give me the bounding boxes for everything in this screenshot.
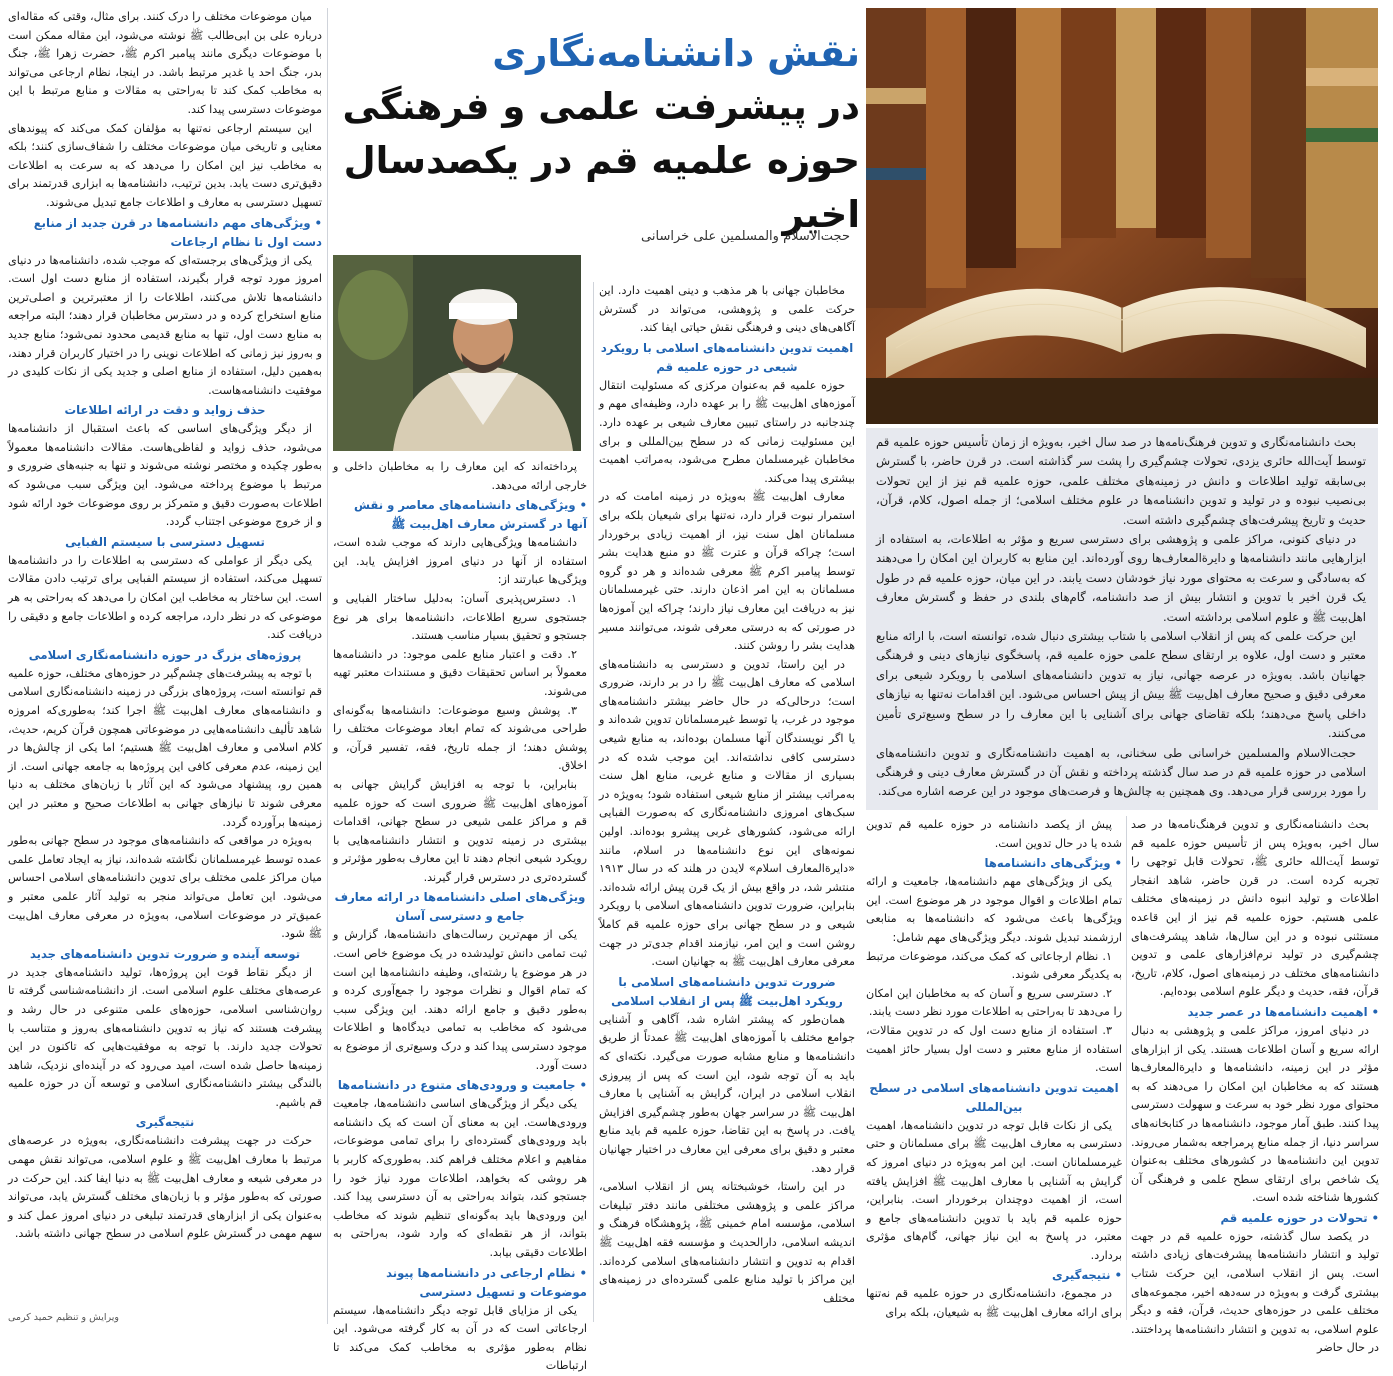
paragraph: به‌ویژه در مواقعی که دانشنامه‌های موجود در سطح جهانی به‌طور عمده توسط غیرمسلمانان نگاشته شده‌اند، نیاز به ایجاد تعامل علمی میان مراکز علمی مختلف برای تدوین دانشنامه‌های اسلامی احساس می‌شود. این تعامل می‌تواند منجر به تولید آثار علمی معتبر و عمیق‌تر در موضوعات اسلامی، به‌ویژه در معرفی معارف اهل‌بیت ﷺ شود. (8, 834, 322, 941)
section-heading: • ویژگی‌های مهم دانشنامه‌ها در قرن جدید از منابع دست اول تا نظام ارجاعات (8, 214, 322, 252)
column-divider (593, 282, 594, 1322)
paragraph: یکی از ویژگی‌های مهم دانشنامه‌ها، جامعیت و ارائه تمام اطلاعات و اقوال موجود در هر موضوع است. این ویژگی‌ها باعث می‌شود که دانشنامه‌ها به منابعی ارزشمند تبدیل شوند. دیگر ویژگی‌های مهم شامل: (866, 875, 1122, 944)
column-a (8, 8, 322, 1308)
books-photo (866, 8, 1378, 424)
intro-paragraph: در دنیای کنونی، مراکز علمی و پژوهشی برای دسترسی سریع و مؤثر به اطلاعات، به استفاده از ابزارهایی مانند دانشنامه‌ها و دایرةالمعارف‌ها روی آورده‌اند. این منابع به کاربران این امکان را می‌دهند که به‌سادگی و سرعت به محتوای مورد نیاز خودشان دست یابند. در این میان، حوزه علمیه قم در طول یک قرن اخیر با تدوین و انتشار بیش از صد دانشنامه، گام‌های بلندی در حفظ و گسترش معارف اهل‌بیت ﷺ و علوم اسلامی برداشته است. (876, 532, 1366, 624)
paragraph: ۳. پوشش وسیع موضوعات: دانشنامه‌ها به‌گونه‌ای طراحی می‌شوند که تمام ابعاد موضوعات مختلف را پوشش دهند؛ از جمله تاریخ، فقه، تفسیر قرآن، و اخلاق. (333, 703, 587, 773)
section-heading: توسعه آینده و ضرورت تدوین دانشنامه‌های جدید (29, 946, 301, 961)
paragraph: ۲. دقت و اعتبار منابع علمی موجود: در دانشنامه‌ها معمولاً بر اساس تحقیقات دقیق و مستندات معتبر تهیه می‌شوند. (333, 647, 587, 698)
column-c (599, 282, 855, 1322)
paragraph: ۱. دسترس‌پذیری آسان: به‌دلیل ساختار الفبایی و جستجوی سریع اطلاعات، دانشنامه‌ها برای هر نوع جستجو و تحقیق بسیار مناسب هستند. (333, 591, 587, 643)
column-divider (1126, 816, 1127, 1320)
paragraph: در دنیای امروز، مراکز علمی و پژوهشی به دنبال ارائه سریع و آسان اطلاعات هستند. یکی از ابزارهای مؤثر در این زمینه، دانشنامه‌ها و دایرةالمعارف‌ها هستند که به مخاطبان این امکان را می‌دهند که به محتوای مورد نظر خود به سرعت و سهولت دسترسی پیدا کنند. طبق آمار موجود، دانشنامه‌ها در کتابخانه‌های سراسر دنیا، از جمله منابع پرمراجعه به‌شمار می‌روند. تدوین این دانشنامه‌ها در کشورهای مختلف به‌عنوان یک شاخص برای ارتقای سطح علمی و فرهنگی آن کشورها شناخته شده است. (1131, 1023, 1379, 1205)
paragraph: بحث دانشنامه‌نگاری و تدوین فرهنگ‌نامه‌ها در صد سال اخیر، به‌ویژه پس از تأسیس حوزه علمیه قم توسط آیت‌الله حائری ﷺ، تحولات قابل توجهی را تجربه کرده است. در قرن حاضر، شاهد انفجار اطلاعات و تولید انبوه دانش در زمینه‌های مختلف علمی هستیم. حوزه علمیه قم نیز از این قاعده مستثنی نبوده و در این سال‌ها، شاهد پیشرفت‌های چشم‌گیری در تولید نرم‌افزارهای علمی و تدوین دانشنامه‌های مختلف در زمینه‌های اصول، کلام، تاریخ، قرآن، فقه، حدیث و دیگر علوم اسلامی بوده‌ایم. (1131, 818, 1379, 999)
section-heading: ویژگی‌های اصلی دانشنامه‌ها در ارائه معارف جامع و دسترسی آسان (334, 890, 586, 924)
paragraph: یکی از نکات قابل توجه در تدوین دانشنامه‌ها، اهمیت دسترسی به معارف اهل‌بیت ﷺ برای مسلمانان و حتی غیرمسلمانان است. این امر به‌ویژه در دنیای امروز که گرایش به آشنایی با معارف اهل‌بیت ﷺ افزایش یافته است، از اهمیت دوچندان برخوردار است. بنابراین، حوزه علمیه قم باید با تدوین دانشنامه‌های جامع و معتبر، در پاسخ به این نیاز جهانی، گام‌های مؤثری بردارد. (866, 1118, 1122, 1262)
section-heading: حذف زواید و دقت در ارائه اطلاعات (64, 403, 266, 418)
byline: حجت‌الاسلام والمسلمین علی خراسانی (641, 229, 850, 244)
paragraph: ۲. دسترسی سریع و آسان که به مخاطبان این امکان را می‌دهد تا به‌راحتی به اطلاعات مورد نظر دست یابند. (866, 986, 1122, 1019)
section-heading: اهمیت تدوین دانشنامه‌های اسلامی در سطح بین‌المللی (869, 1080, 1119, 1114)
paragraph: یکی دیگر از عواملی که دسترسی به اطلاعات را در دانشنامه‌ها تسهیل می‌کند، استفاده از سیستم الفبایی برای ترتیب دادن مقالات است. این ساختار به مخاطب این امکان را می‌دهد که به‌راحتی به هر موضوعی که در نظر دارد، مراجعه کرده و اطلاعات جامع و دقیقی را دریافت کند. (8, 553, 322, 642)
paragraph: این سیستم ارجاعی نه‌تنها به مؤلفان کمک می‌کند که پیوندهای معنایی و تاریخی میان موضوعات مختلف را شفاف‌سازی کنند؛ بلکه به مخاطب نیز این امکان را می‌دهد که به سرعت به اطلاعات دقیق‌تری دست یابد. بدین ترتیب، دانشنامه‌ها به ابزاری قدرتمند برای تسهیل دسترسی به معارف و اطلاعات جامع تبدیل می‌شوند. (8, 121, 322, 209)
paragraph: یکی از ویژگی‌های برجسته‌ای که موجب شده، دانشنامه‌ها در دنیای امروز مورد توجه قرار بگیرند، استفاده از منابع دست اول است. دانشنامه‌ها تلاش می‌کنند، اطلاعات را از معتبرترین و اصلی‌ترین منابع استخراج کرده و در دسترس مخاطبان قرار دهند؛ البته مراجعه به منابع دست اول، تنها به منابع قدیمی محدود نمی‌شود؛ منابع جدید و به‌روز نیز زمانی که اطلاعات نوینی را در اختیار کاربران قرار دهند، به‌همین دلیل، استفاده از منابع اصلی و جدید یکی از نکات کلیدی در موفقیت دانشنامه‌هاست. (8, 253, 322, 397)
paragraph: در این راستا، تدوین و دسترسی به دانشنامه‌های اسلامی که معارف اهل‌بیت ﷺ را در بر دارند، ضروری است؛ درحالی‌که در حال حاضر بیشتر دانشنامه‌های موجود در غرب، یا توسط غیرمسلمانان تدوین شده‌اند و یا اگر نویسندگان آنها مسلمان بوده‌اند، به منابع شیعی دسترسی کافی نداشته‌اند. این موجب شده که در بسیاری از مقالات و منابع غربی، منابع اهل سنت به‌مراتب بیشتر از منابع شیعی استفاده شود؛ به‌ویژه در سبک‌های امروزی دانشنامه‌نگاری که به‌صورت الفبایی ارائه می‌شود، کشورهای غربی پیشرو بوده‌اند. اولین نمونه‌های این نوع دانشنامه‌ها در اسلام، مانند «دایرةالمعارف اسلام» لایدن در هلند که در سال ۱۹۱۳ منتشر شد، در واقع بیش از یک قرن پیش ارائه شده‌اند. بنابراین، ضرورت تدوین دانشنامه‌های اسلامی با رویکرد شیعی و در سطح جهانی برای حوزه علمیه قم کاملاً روشن است و این امر، نیازمند اقدام جدی‌تر در جهت معرفی معارف اهل‌بیت ﷺ به جهانیان است. (599, 657, 855, 969)
section-heading: • اهمیت دانشنامه‌ها در عصر جدید (1131, 1003, 1379, 1022)
paragraph: حوزه علمیه قم به‌عنوان مرکزی که مسئولیت انتقال آموزه‌های اهل‌بیت ﷺ را بر عهده دارد، وظیفه‌ای مهم و چندجانبه در راستای تبیین معارف شیعی بر عهده دارد. این مسئولیت زمانی که در سطح بین‌المللی و برای مخاطبان غیرمسلمان مطرح می‌شود، به‌مراتب اهمیت بیشتری پیدا می‌کند. (599, 378, 855, 485)
section-heading: • ویژگی‌های دانشنامه‌های معاصر و نقش آنها در گسترش معارف اهل‌بیت ﷺ (333, 496, 587, 534)
intro-paragraph: بحث دانشنامه‌نگاری و تدوین فرهنگ‌نامه‌ها در صد سال اخیر، به‌ویژه از زمان تأسیس حوزه علمیه قم توسط آیت‌الله حائری یزدی، تحولات چشم‌گیری را پشت سر گذاشته است. در قرن حاضر، با گسترش بی‌سابقه تولید اطلاعات و دانش در زمینه‌های مختلف علمی، حوزه علمیه قم نیز از این تحولات بی‌نصیب نبوده و در تولید و تدوین دانشنامه‌ها در علوم مختلف اسلامی؛ از جمله اصول، کلام، قرآن، حدیث و تاریخ پیشرفت‌های چشم‌گیری داشته است. (876, 435, 1366, 527)
paragraph: ۱. نظام ارجاعاتی که کمک می‌کند، موضوعات مرتبط به یکدیگر معرفی شوند. (866, 949, 1122, 982)
section-heading: • نظام ارجاعی در دانشنامه‌ها پیوند موضوعات و تسهیل دسترسی (333, 1264, 587, 1302)
paragraph: ۳. استفاده از منابع دست اول که در تدوین مقالات، استفاده از منابع معتبر و دست اول بسیار حائز اهمیت است. (866, 1023, 1122, 1075)
headline-line-1: نقش دانشنامه‌نگاری (492, 32, 860, 75)
paragraph: در مجموع، دانشنامه‌نگاری در حوزه علمیه قم نه‌تنها برای ارائه معارف اهل‌بیت ﷺ به شیعیان، بلکه برای (866, 1287, 1122, 1320)
paragraph: از دیگر نقاط قوت این پروژه‌ها، تولید دانشنامه‌های جدید در عرصه‌های مختلف علوم اسلامی است. از دانشنامه‌شناسی گرفته تا روان‌شناسی اسلامی، حوزه‌های علمی متنوعی در حال رشد و پیشرفت هستند که نیاز به تدوین دانشنامه‌های به‌روز و متناسب با تحولات جدید دارند. با توجه به موفقیت‌هایی که تاکنون در این زمینه‌ها حاصل شده است، امید می‌رود که در آینده‌ای نزدیک، شاهد بالندگی بیشتر دانشنامه‌نگاری اسلامی و توسعه آن در حوزه علمیه قم باشیم. (8, 965, 322, 1109)
paragraph: در یکصد سال گذشته، حوزه علمیه قم در جهت تولید و انتشار دانشنامه‌ها پیشرفت‌های زیادی داشته است. پس از انقلاب اسلامی، این حرکت شتاب بیشتری گرفت و به‌ویژه در سه‌دهه اخیر، مجموعه‌های مختلف علمی در حوزه‌های حدیث، قرآن، فقه و دیگر علوم اسلامی، به تدوین و انتشار دانشنامه‌ها پرداختند. در حال حاضر (1131, 1229, 1379, 1355)
section-heading: • جامعیت و ورودی‌های متنوع در دانشنامه‌ها (333, 1076, 587, 1095)
section-heading: • تحولات در حوزه علمیه قم (1131, 1209, 1379, 1228)
paragraph: با توجه به پیشرفت‌های چشم‌گیر در حوزه‌های مختلف، حوزه علمیه قم توانسته است، پروژه‌های بزرگی در زمینه دانشنامه‌نگاری اسلامی و دانشنامه‌های معارف اهل‌بیت ﷺ اجرا کند؛ به‌طوری‌که امروزه شاهد تألیف دانشنامه‌هایی در موضوعاتی همچون قرآن کریم، حدیث، کلام اسلامی و معارف اهل‌بیت ﷺ هستیم؛ اما یکی از چالش‌ها در این زمینه، عدم معرفی کافی این پروژه‌ها به جامعه جهانی است. از همین رو، پیشنهاد می‌شود که این آثار با زبان‌های مختلف به دنیا معرفی شوند تا نیازهای جهانی به اطلاعات صحیح و معتبر در این زمینه‌ها برآورده گردد. (8, 666, 322, 829)
paragraph: از دیگر ویژگی‌های اساسی که باعث استقبال از دانشنامه‌ها می‌شود، حذف زواید و لفاظی‌هاست. مقالات دانشنامه‌ها معمولاً به‌طور چکیده و مختصر نوشته می‌شوند و تنها به جنبه‌های ضروری و مرتبط با موضوع پرداخته می‌شود. این ویژگی سبب می‌شود که اطلاعات به‌صورت دقیق و متمرکز بر روی موضوعات خود ارائه شود و از خروج موضوعی اجتناب گردد. (8, 422, 322, 529)
headline-line-3: حوزه علمیه قم در یکصدسال اخیر (343, 139, 860, 236)
editor-credit: ویرایش و تنظیم حمید کرمی (8, 1312, 120, 1323)
paragraph: دانشنامه‌ها ویژگی‌هایی دارند که موجب شده است، استفاده از آنها در دنیای امروز افزایش یابد. این ویژگی‌ها عبارتند از: (333, 536, 587, 587)
column-e (1131, 816, 1379, 1355)
section-heading: اهمیت تدوین دانشنامه‌های اسلامی با رویکرد شیعی در حوزه علمیه قم (600, 340, 854, 374)
section-heading: نتیجه‌گیری (135, 1115, 195, 1130)
paragraph: مخاطبان جهانی با هر مذهب و دینی اهمیت دارد. این حرکت علمی و پژوهشی، می‌تواند در گسترش آگاهی‌های دینی و فرهنگی نقش حیاتی ایفا کند. (599, 284, 855, 335)
intro-paragraph: حجت‌الاسلام والمسلمین خراسانی طی سخنانی، به اهمیت دانشنامه‌نگاری و تدوین دانشنامه‌های اسلامی در حوزه علمیه قم در صد سال گذشته پرداخته و نقش آن در گسترش معارف دینی و فرهنگی را مورد بررسی قرار می‌دهد. وی همچنین به چالش‌ها و فرصت‌های موجود در این عرصه اشاره می‌کند. (876, 745, 1366, 799)
paragraph: یکی دیگر از ویژگی‌های اساسی دانشنامه‌ها، جامعیت ورودی‌هاست. این به معنای آن است که یک دانشنامه باید ورودی‌های گسترده‌ای را برای تمامی موضوعات، مفاهیم و اعلام مختلف فراهم کند. به‌طوری‌که کاربر با هر روشی که بخواهد، اطلاعات مورد نیاز خود را جستجو کند، بتواند به‌راحتی به آن دسترسی پیدا کند. این ورودی‌ها باید به‌گونه‌ای تنظیم شوند که مخاطب بتواند، از هر نقطه‌ای که وارد شود، به‌راحتی به اطلاعات دقیقی بیابد. (333, 1097, 587, 1259)
column-d (866, 816, 1122, 1320)
paragraph: یکی از مهم‌ترین رسالت‌های دانشنامه‌ها، گزارش و ثبت تمامی دانش تولیدشده در یک موضوع خاص است. در هر موضوع یا رشته‌ای، وظیفه دانشنامه‌ها این است که تمام اقوال و نظرات موجود را جمع‌آوری کرده و به‌طور دقیق و جامع ارائه دهند. این ویژگی سبب می‌شود که مخاطب به تمامی دیدگاه‌ها و اطلاعات موجود دسترسی پیدا کند و درک وسیع‌تری از موضوع به دست آورد. (333, 928, 587, 1072)
intro-paragraph: این حرکت علمی که پس از انقلاب اسلامی با شتاب بیشتری دنبال شده، توانسته است، با ارائه منابع معتبر و دست اول، علاوه بر ارتقای سطح علمی حوزه علمیه قم، پاسخگوی نیازهای دینی و فرهنگی جهانیان باشد. به‌ویژه در عرصه جهانی، نیاز به تدوین دانشنامه‌های اسلامی با رویکرد شیعی برای معرفی دقیق و صحیح معارف اهل‌بیت ﷺ بیش از پیش احساس می‌شود. این اقدامات نه‌تنها به نیازهای داخلی پاسخ می‌دهند؛ بلکه تقاضای جهانی برای آشنایی با این معارف را در سطح وسیع‌تری تأمین می‌کنند. (876, 629, 1366, 741)
column-divider (327, 8, 328, 1324)
paragraph: در این راستا، خوشبختانه پس از انقلاب اسلامی، مراکز علمی و پژوهشی مختلفی مانند دفتر تبلیغات اسلامی، مؤسسه امام خمینی ﷺ، پژوهشگاه فرهنگ و اندیشه اسلامی، دارالحدیث و مؤسسه فقه اهل‌بیت ﷺ اقدام به تدوین و انتشار دانشنامه‌های اسلامی کرده‌اند. این مراکز با تولید منابع علمی گسترده‌ای در زمینه‌های مختلف (599, 1180, 855, 1305)
speaker-photo (333, 255, 581, 451)
headline-line-2: در پیشرفت علمی و فرهنگی (342, 85, 860, 128)
headline (335, 28, 860, 242)
paragraph: یکی از مزایای قابل توجه دیگر دانشنامه‌ها، سیستم ارجاعاتی است که در آن به کار گرفته می‌شود. این نظام به‌طور مؤثری به مخاطب کمک می‌کند تا ارتباطات (333, 1303, 587, 1373)
section-heading: • نتیجه‌گیری (866, 1266, 1122, 1285)
paragraph: همان‌طور که پیشتر اشاره شد، آگاهی و آشنایی جوامع مختلف با آموزه‌های اهل‌بیت ﷺ عمدتاً از طریق دانشنامه‌ها و منابع مشابه صورت می‌گیرد. نکته‌ای که باید به آن توجه شود، این است که پس از پیروزی انقلاب اسلامی در ایران، گرایش به آشنایی با معارف اهل‌بیت ﷺ در سراسر جهان به‌طور چشم‌گیری افزایش یافت. در پاسخ به این تقاضا، حوزه علمیه قم باید منابع معتبر و دقیق برای معرفی این معارف در اختیار جهانیان قرار دهد. (599, 1012, 855, 1175)
section-heading: • ویژگی‌های دانشنامه‌ها (866, 854, 1122, 873)
column-b (333, 458, 587, 1373)
paragraph: پیش از یکصد دانشنامه در حوزه علمیه قم تدوین شده یا در حال تدوین است. (866, 818, 1122, 850)
section-heading: تسهیل دسترسی با سیستم الفبایی (65, 534, 265, 549)
paragraph: پرداخته‌اند که این معارف را به مخاطبان داخلی و خارجی ارائه می‌دهد. (333, 460, 587, 492)
section-heading: پروژه‌های بزرگ در حوزه دانشنامه‌نگاری اسلامی (28, 647, 302, 662)
section-heading: ضرورت تدوین دانشنامه‌های اسلامی با رویکرد اهل‌بیت ﷺ پس از انقلاب اسلامی (611, 974, 843, 1008)
paragraph: میان موضوعات مختلف را درک کنند. برای مثال، وقتی که مقاله‌ای درباره علی بن ابی‌طالب ﷺ نوشته می‌شود، این مقاله ممکن است با موضوعات دیگری مانند پیامبر اکرم ﷺ، حضرت زهرا ﷺ، جنگ بدر، جنگ احد یا غدیر مرتبط باشد. در اینجا، نظام ارجاعی می‌تواند به مخاطب کمک کند تا به‌راحتی به مقالات و منابع مرتبط با این موضوعات دسترسی پیدا کند. (8, 10, 322, 116)
intro-text (876, 433, 1366, 802)
paragraph: بنابراین، با توجه به افزایش گرایش جهانی به آموزه‌های اهل‌بیت ﷺ ضروری است که حوزه علمیه قم و مراکز علمی شیعی در سطح جهانی، اقدامات بیشتری در زمینه تدوین و انتشار دانشنامه‌هایی با رویکرد شیعی انجام دهند تا این معارف به‌طور مؤثرتر و گسترده‌تری در دسترس قرار گیرند. (333, 777, 587, 884)
intro-box (866, 428, 1378, 810)
paragraph: معارف اهل‌بیت ﷺ به‌ویژه در زمینه امامت که در استمرار نبوت قرار دارد، نه‌تنها برای شیعیان بلکه برای مسلمانان اهل سنت نیز، از اهمیت زیادی برخوردار است؛ چراکه قرآن و عترت ﷺ دو منبع هدایت بشر توسط پیامبر اکرم ﷺ معرفی شده‌اند و هر دو گروه مسلمانان به این امر اذعان دارند. حتی غیرمسلمانان نیز به دریافت این معارف نیاز دارند؛ چراکه این آموزه‌ها در صورتی که به درستی معرفی شوند، می‌توانند مسیر هدایت بشر را روشن کنند. (599, 490, 855, 653)
paragraph: حرکت در جهت پیشرفت دانشنامه‌نگاری، به‌ویژه در عرصه‌های مرتبط با معارف اهل‌بیت ﷺ و علوم اسلامی، می‌تواند نقش مهمی در معرفی شیعه و معارف اهل‌بیت ﷺ به دنیا ایفا کند. این حرکت در صورتی که به‌طور مؤثر و با زبان‌های مختلف گسترش یابد، می‌تواند به‌عنوان یکی از ابزارهای قدرتمند تبلیغی در دنیای امروز عمل کند و سهم مهمی در گسترش علوم اسلامی در سطح جهانی داشته باشد. (8, 1134, 322, 1241)
